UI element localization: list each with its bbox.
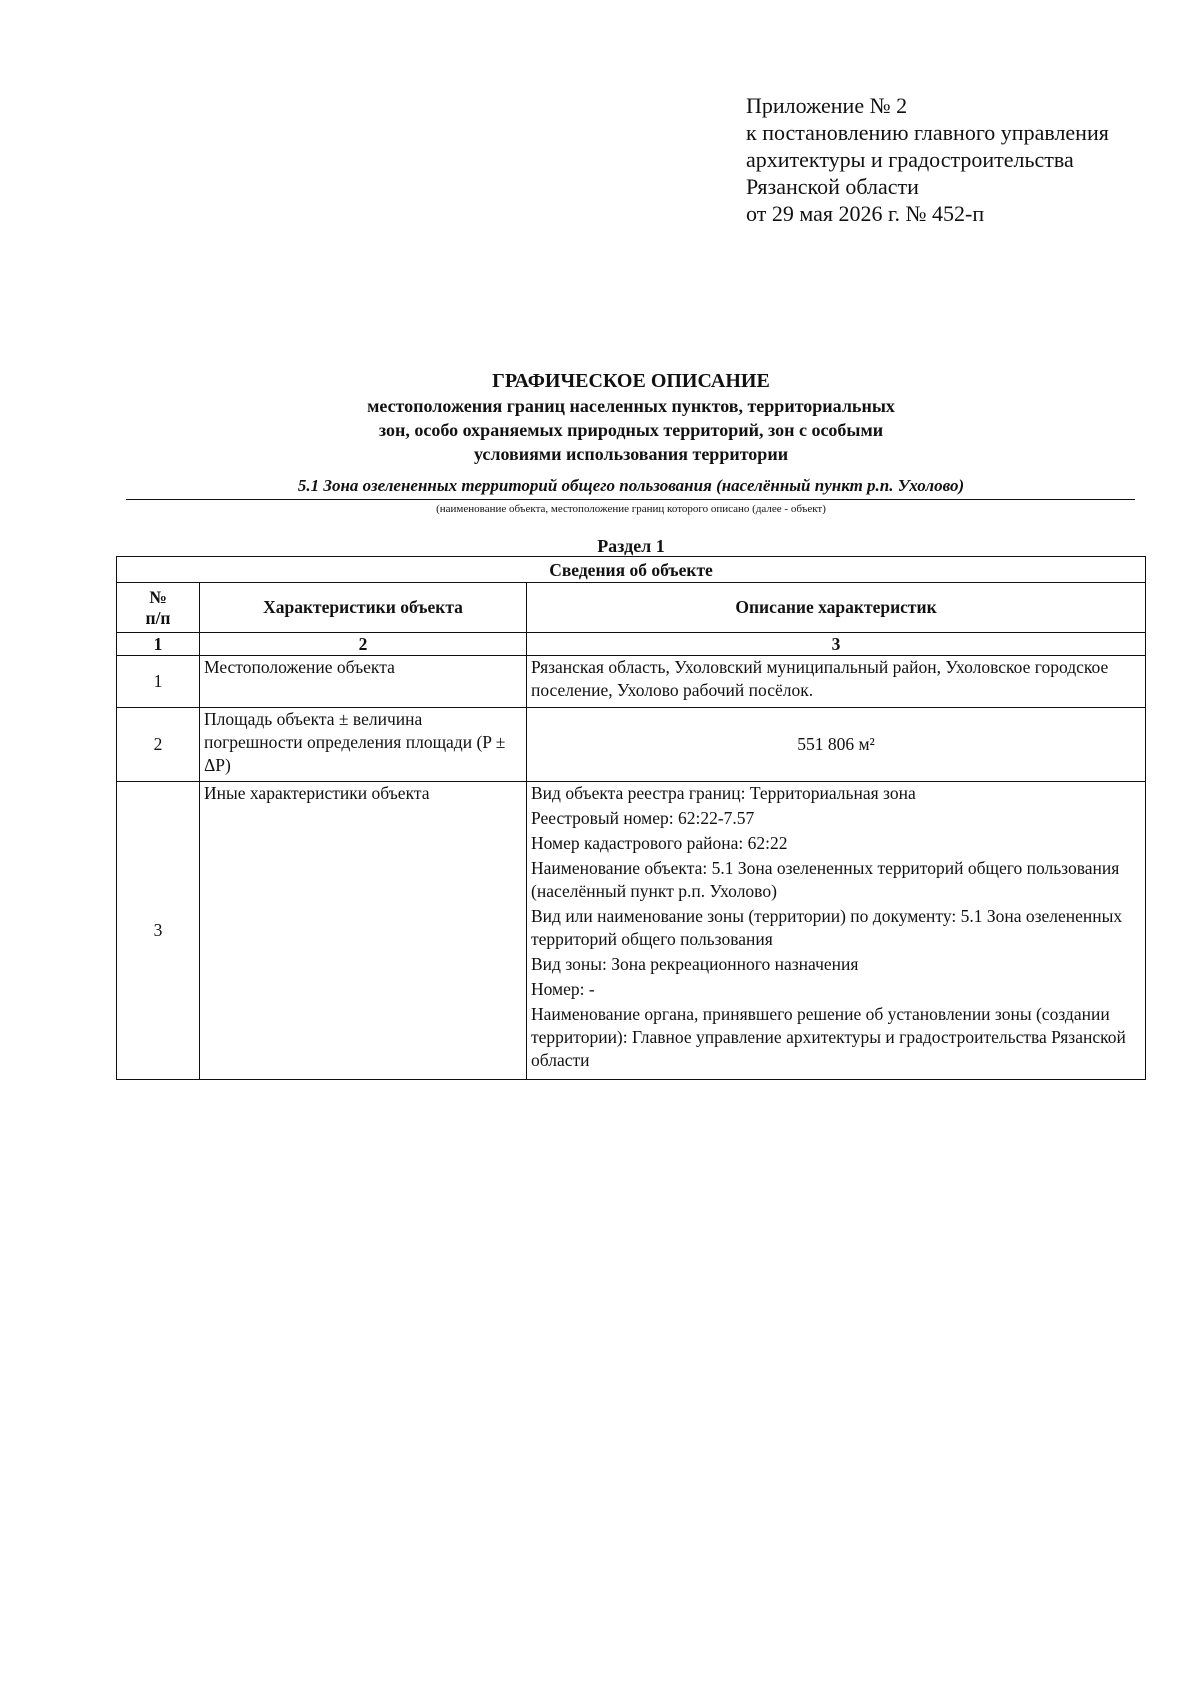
description-line: Наименование органа, принявшего решение об установлении зоны (создании территории): Главное управление архитектуры и градостроительства Рязанской области	[531, 1004, 1126, 1070]
description-line: Номер кадастрового района: 62:22	[531, 833, 788, 853]
description-line: Номер: -	[531, 979, 595, 999]
header-num: № п/п	[117, 583, 200, 633]
description-line: Вид зоны: Зона рекреационного назначения	[531, 954, 859, 974]
column-number: 3	[527, 633, 1146, 656]
appendix-line: к постановлению главного управления	[746, 120, 1109, 145]
appendix-line: Рязанской области	[746, 174, 919, 199]
row-characteristic: Площадь объекта ± величина погрешности определения площади (P ± ΔP)	[200, 708, 527, 782]
title-sub-line: зон, особо охраняемых природных территорий, зон с особыми	[378, 420, 884, 440]
title-sub-line: условиями использования территории	[473, 444, 789, 464]
title-sub-line: местоположения границ населенных пунктов, территориальных	[367, 396, 895, 416]
header-description: Описание характеристик	[527, 583, 1146, 633]
description-line: Вид или наименование зоны (территории) по документу: 5.1 Зона озелененных территорий общего пользования	[531, 906, 1123, 949]
appendix-line: Приложение № 2	[746, 93, 908, 118]
description-line: Наименование объекта: 5.1 Зона озелененных территорий общего пользования (населённый пункт р.п. Ухолово)	[531, 858, 1120, 901]
table-row	[117, 782, 1146, 1080]
row-number: 2	[117, 708, 200, 782]
table-row	[117, 656, 1146, 708]
row-characteristic: Местоположение объекта	[200, 656, 527, 708]
description-line: Реестровый номер: 62:22-7.57	[531, 808, 755, 828]
column-number: 1	[117, 633, 200, 656]
table-title: Сведения об объекте	[117, 557, 1146, 583]
section-title: Раздел 1	[597, 536, 665, 556]
description-line: Вид объекта реестра границ: Территориальная зона	[531, 783, 916, 803]
table-row	[117, 708, 1146, 782]
header-characteristic: Характеристики объекта	[200, 583, 527, 633]
object-caption: (наименование объекта, местоположение границ которого описано (далее - объект)	[436, 503, 826, 515]
row-description: 551 806 м²	[527, 708, 1146, 782]
row-description: Рязанская область, Ухоловский муниципальный район, Ухоловское городское поселение, Ухолово рабочий посёлок.	[527, 656, 1146, 708]
row-description-list	[527, 782, 1146, 1080]
appendix-line: от 29 мая 2026 г. № 452-п	[746, 201, 985, 226]
object-name: 5.1 Зона озелененных территорий общего пользования (населённый пункт р.п. Ухолово)	[297, 476, 965, 495]
row-characteristic: Иные характеристики объекта	[200, 782, 527, 1080]
column-number: 2	[200, 633, 527, 656]
row-number: 3	[117, 782, 200, 1080]
title-main: ГРАФИЧЕСКОЕ ОПИСАНИЕ	[492, 370, 770, 392]
object-name-underline	[126, 499, 1135, 500]
appendix-block	[746, 92, 1166, 227]
object-info-table	[116, 556, 1146, 1080]
row-number: 1	[117, 656, 200, 708]
document-title	[126, 368, 1136, 466]
appendix-line: архитектуры и градостроительства	[746, 147, 1074, 172]
